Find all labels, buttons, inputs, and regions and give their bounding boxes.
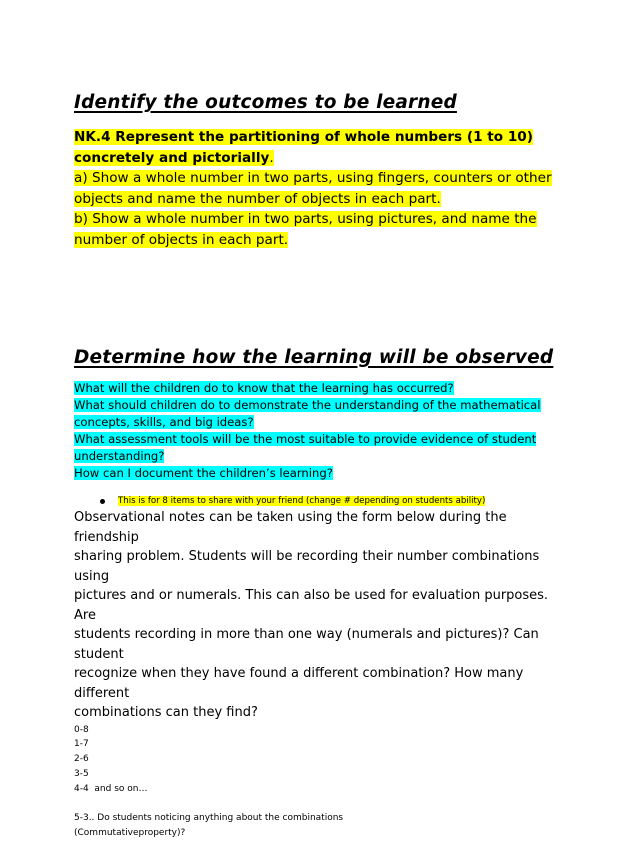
followup-question (74, 811, 554, 841)
question-line: What assessment tools will be the most suitable to provide evidence of student (74, 432, 537, 446)
outcomes-heading: Identify the outcomes to be learned (74, 92, 457, 113)
combination-item: 0-8 (74, 724, 89, 735)
combination-item: 3-5 (74, 768, 89, 779)
question-line: How can I document the children’s learning? (74, 466, 333, 480)
combinations-list (74, 723, 554, 797)
assessment-questions (74, 380, 554, 482)
section-observation (74, 347, 554, 841)
outcome-code-line1: NK.4 Represent the partitioning of whole numbers (1 to 10) (74, 129, 533, 145)
notes-line: Observational notes can be taken using the form below during the friendship (74, 510, 507, 545)
notes-line: pictures and or numerals. This can also be used for evaluation purposes. Are (74, 588, 549, 623)
notes-line: sharing problem. Students will be recording their number combinations using (74, 549, 540, 584)
question-line: concepts, skills, and big ideas? (74, 415, 254, 429)
followup-line: 5-3.. Do students noticing anything about the combinations (74, 813, 344, 824)
outcome-part-a-line2: objects and name the number of objects in each part. (74, 190, 441, 207)
notes-line: combinations can they find? (74, 705, 258, 720)
question-line: What should children do to demonstrate the understanding of the mathematical (74, 398, 541, 412)
outcomes-text (74, 127, 554, 250)
question-line: understanding? (74, 449, 165, 463)
outcome-part-b-line1: b) Show a whole number in two parts, using pictures, and name the (74, 211, 537, 227)
outcome-code-line2-end: . (269, 149, 274, 166)
followup-line: (Commutativeproperty)? (74, 828, 186, 839)
outcome-code-line2: concretely and pictorially (74, 149, 270, 166)
section-outcomes (74, 92, 554, 250)
bullet-text: This is for 8 items to share with your friend (change # depending on students ability) (118, 496, 486, 506)
notes-line: students recording in more than one way (numerals and pictures)? Can student (74, 627, 539, 662)
combination-item: 2-6 (74, 754, 89, 765)
combination-item: 4-4 and so on… (74, 783, 148, 794)
outcome-part-b-line2: number of objects in each part. (74, 231, 289, 248)
observation-heading: Determine how the learning will be observed (74, 347, 554, 368)
outcome-part-a-line1: a) Show a whole number in two parts, using fingers, counters or other (74, 170, 552, 186)
bullet-item (100, 494, 554, 508)
question-line: What will the children do to know that the learning has occurred? (74, 381, 454, 395)
notes-line: recognize when they have found a different combination? How many different (74, 666, 524, 701)
observational-notes (74, 508, 554, 723)
combination-item: 1-7 (74, 739, 89, 750)
bullet-dot-icon (100, 499, 105, 504)
